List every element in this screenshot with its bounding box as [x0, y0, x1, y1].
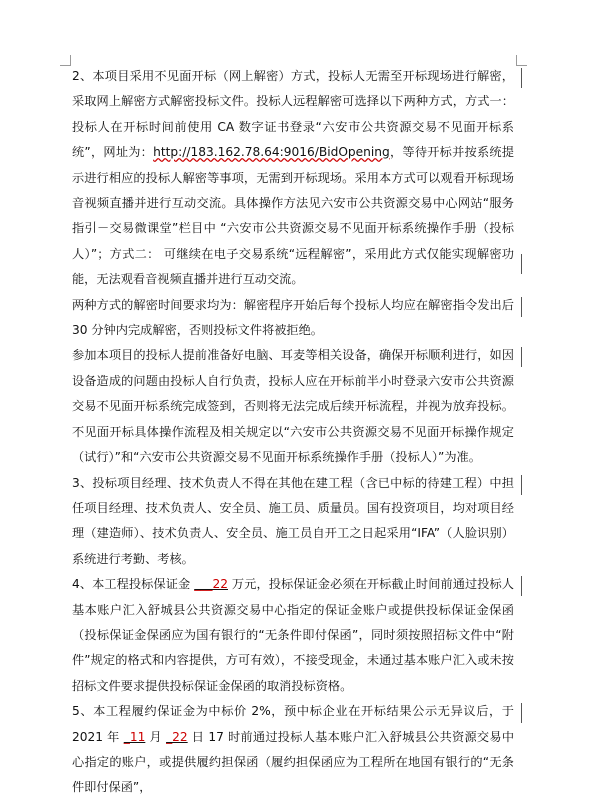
paragraph-remote-decryption: [72, 64, 514, 293]
paragraph-performance-bond: [72, 699, 514, 801]
paragraph-text: ，等待开标并按系统提示进行相应的投标人解密等事项，无需到开标现场。采用本方式可以观看开标现场音视频直播并进行互动交流。具体操作方法见六安市公共资源交易中心网站“服务指引－交易微课堂”栏目中 “六安市公共资源交易不见面开标系统操作手册（投标人）”；方式二： 可继续在电子交易系统“远程解密”，采用此方式仅能实现解密功能，无法观看音视频直播并进行互动交流。: [72, 145, 514, 287]
document-body: [72, 64, 514, 801]
change-bar: [521, 576, 522, 596]
change-bar: [521, 475, 522, 495]
margin-corner-top-left: [60, 55, 71, 66]
paragraph-bid-bond: [72, 572, 514, 699]
paragraph-text: 3、投标项目经理、技术负责人不得在其他在建工程（含已中标的待建工程）中担任项目经理、技术负责人、安全员、施工员、质量员。国有投资项目，均对项目经理（建造师）、技术负责人、安全员、施工员自开工之日起采用“IFA”（人脸识别）系统进行考勤、考核。: [72, 475, 514, 566]
bid-opening-url-link[interactable]: http://183.162.78.64:9016/BidOpening: [153, 145, 390, 160]
paragraph-text: 4、本工程投标保证金: [72, 577, 195, 592]
paragraph-text: 月: [145, 729, 167, 744]
margin-corner-top-right: [516, 55, 527, 66]
paragraph-equipment-requirements: [72, 343, 514, 470]
paragraph-text: 2、本项目采用不见面开标（网上解密）方式，投标人无需至开标现场进行解密，采取网上解密方式解密投标文件。投标人远程解密可选择以下两种方式，方式一：投标人在开标时间前使用 CA 数字证书登录“六安市公共资源交易不见面开标系统”，网址为：: [72, 69, 514, 160]
paragraph-text: 日 17 时前通过投标人基本账户汇入舒城县公共资源交易中心指定的账户，或提供履约担保函（履约担保函应为工程所在地国有银行的“无条件即付保函”，: [72, 729, 515, 795]
change-bar: [521, 254, 522, 274]
paragraph-decryption-time: [72, 293, 514, 344]
paragraph-text: 参加本项目的投标人提前准备好电脑、耳麦等相关设备，确保开标顺利进行，如因设备造成的问题由投标人自行负责，投标人应在开标前半小时登录六安市公共资源交易不见面开标系统完成签到，否则将无法完成后续开标流程，并视为放弃投标。不见面开标具体操作流程及相关规定以“六安市公共资源交易不见面开标操作规定（试行）”和“六安市公共资源交易不见面开标系统操作手册（投标人）”为准。: [72, 348, 514, 465]
change-bar: [521, 703, 522, 723]
paragraph-text: 万元，投标保证金必须在开标截止时间前通过投标人基本账户汇入舒城县公共资源交易中心指定的保证金账户或提供投标保证金保函（投标保证金保函应为国有银行的“无条件即付保函”，同时须按照招标文件中“附件”规定的格式和内容提供，方可有效），不接受现金，未通过基本账户汇入或未按招标文件要求提供投标保证金保函的取消投标资格。: [72, 577, 514, 693]
deadline-month: _11: [123, 729, 146, 744]
paragraph-text: 两种方式的解密时间要求均为：解密程序开始后每个投标人均应在解密指令发出后 30 分钟内完成解密，否则投标文件将被拒绝。: [72, 297, 514, 338]
paragraph-text: 5、本工程履约保证金为中标价 2%，预中标企业在开标结果公示无异议后，于 2021 年: [72, 704, 514, 744]
bid-bond-amount: ___22: [194, 577, 228, 592]
change-bar: [521, 347, 522, 367]
paragraph-project-manager-rules: [72, 471, 514, 573]
deadline-day: _22: [166, 729, 188, 744]
change-bar: [521, 297, 522, 317]
change-bar: [521, 68, 522, 88]
